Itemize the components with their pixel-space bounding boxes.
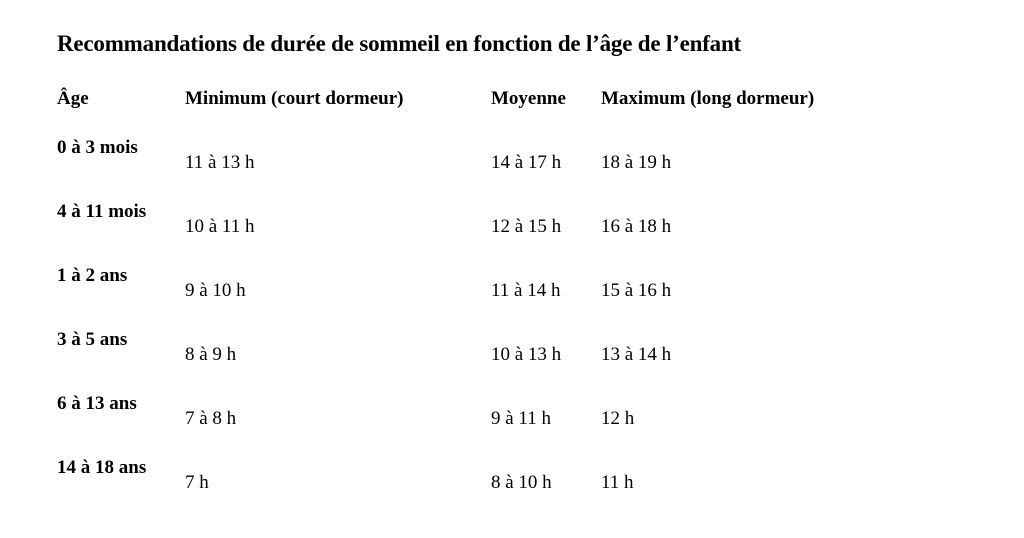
maximum-cell: 15 à 16 h (601, 280, 672, 301)
minimum-cell: 8 à 9 h (185, 344, 237, 365)
age-cell: 14 à 18 ans (57, 457, 147, 478)
header-age: Âge (57, 88, 89, 109)
table-row (57, 451, 901, 515)
moyenne-cell: 9 à 11 h (491, 408, 551, 429)
age-cell: 0 à 3 mois (57, 137, 138, 158)
minimum-cell: 9 à 10 h (185, 280, 246, 301)
maximum-cell: 12 h (601, 408, 635, 429)
minimum-cell: 7 à 8 h (185, 408, 237, 429)
age-cell: 6 à 13 ans (57, 393, 137, 414)
table-row (57, 387, 901, 451)
minimum-cell: 7 h (185, 472, 209, 493)
maximum-cell: 18 à 19 h (601, 152, 672, 173)
table-row (57, 195, 901, 259)
table-row (57, 259, 901, 323)
age-cell: 1 à 2 ans (57, 265, 128, 286)
table-header-row (57, 87, 901, 131)
moyenne-cell: 14 à 17 h (491, 152, 562, 173)
age-cell: 4 à 11 mois (57, 201, 147, 222)
table-row (57, 323, 901, 387)
header-minimum: Minimum (court dormeur) (185, 88, 404, 109)
moyenne-cell: 11 à 14 h (491, 280, 561, 301)
moyenne-cell: 12 à 15 h (491, 216, 562, 237)
sleep-duration-table (57, 87, 901, 515)
header-moyenne: Moyenne (491, 88, 566, 109)
document-page (57, 28, 997, 515)
page-title: Recommandations de durée de sommeil en fonction de l’âge de l’enfant (57, 31, 742, 56)
moyenne-cell: 10 à 13 h (491, 344, 562, 365)
minimum-cell: 10 à 11 h (185, 216, 255, 237)
maximum-cell: 13 à 14 h (601, 344, 672, 365)
minimum-cell: 11 à 13 h (185, 152, 255, 173)
table-row (57, 131, 901, 195)
age-cell: 3 à 5 ans (57, 329, 128, 350)
moyenne-cell: 8 à 10 h (491, 472, 552, 493)
maximum-cell: 11 h (601, 472, 634, 493)
maximum-cell: 16 à 18 h (601, 216, 672, 237)
header-maximum: Maximum (long dormeur) (601, 88, 815, 109)
